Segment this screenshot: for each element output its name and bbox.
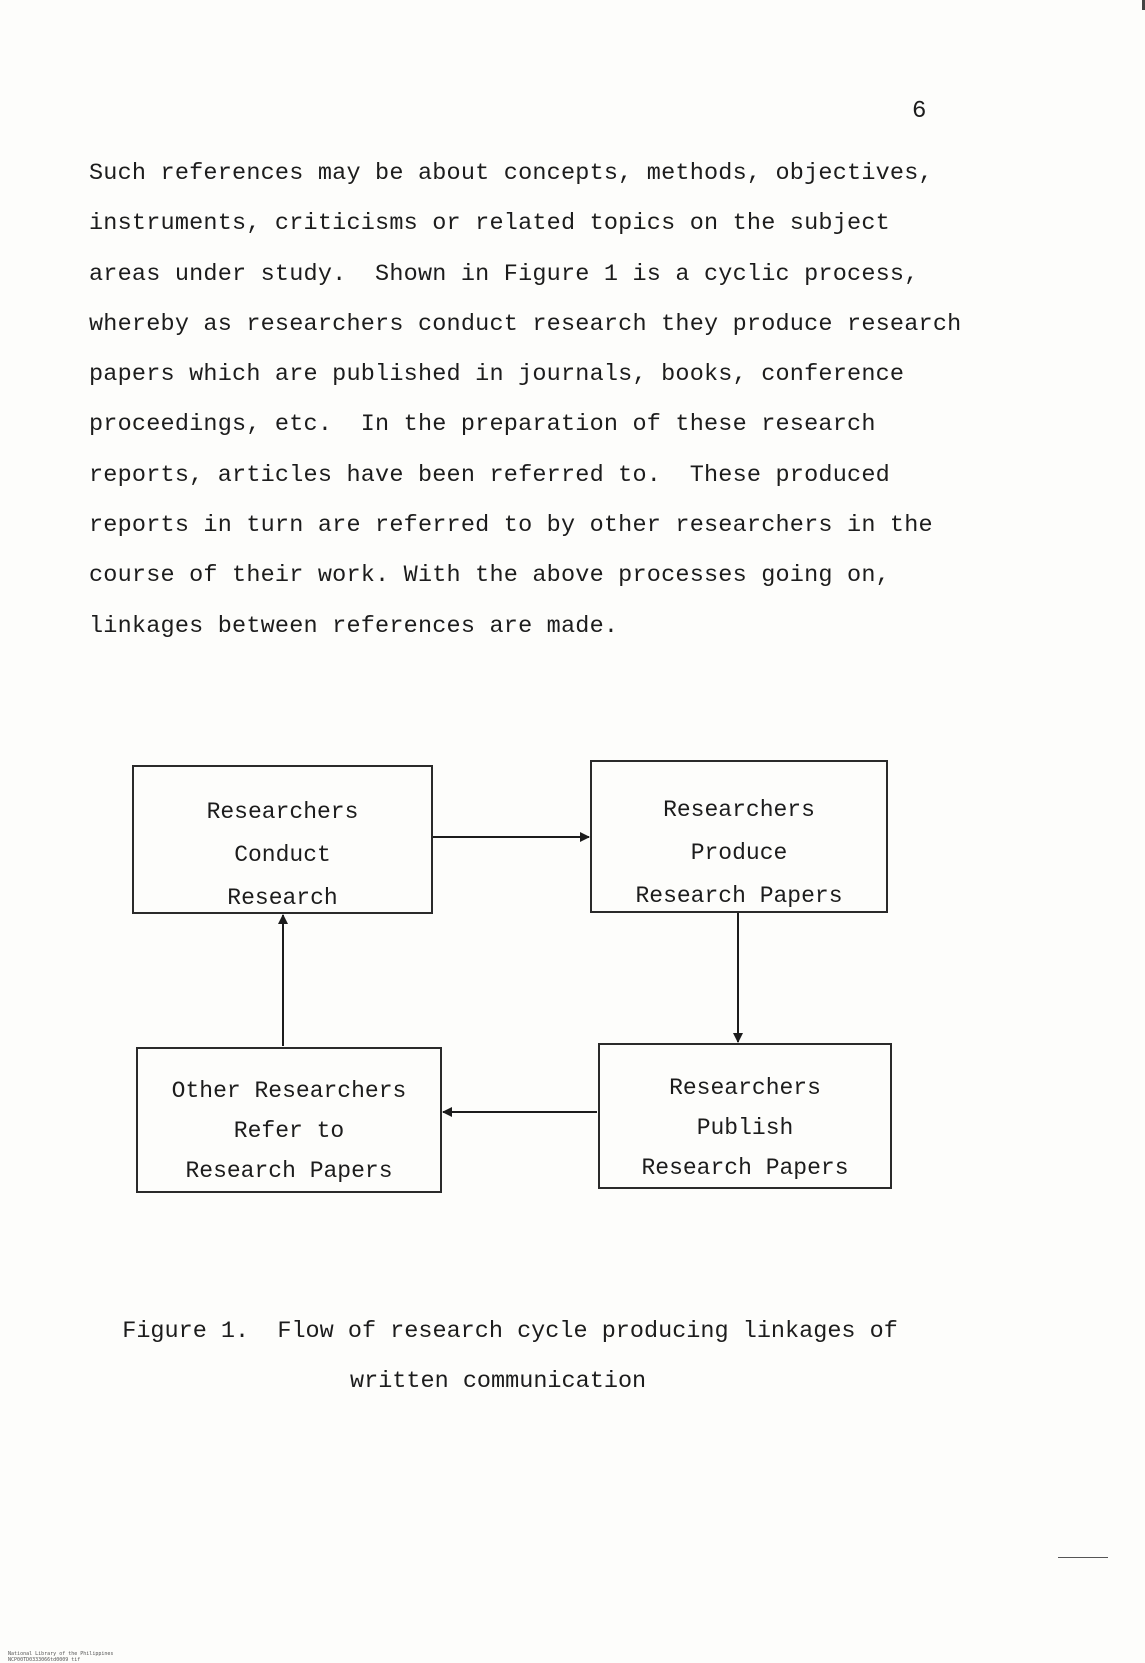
scan-mark bbox=[1058, 1557, 1108, 1558]
caption-line-2: written communication bbox=[350, 1368, 647, 1395]
box-line: Research Papers bbox=[641, 1155, 849, 1181]
figure-caption bbox=[94, 1294, 898, 1419]
scan-footer bbox=[2, 1645, 131, 1663]
caption-line-1: Figure 1. Flow of research cycle producing linkages of bbox=[122, 1318, 898, 1345]
text-line: course of their work. With the above processes going on, bbox=[89, 562, 890, 590]
box-line: Publish bbox=[696, 1115, 794, 1141]
box-line: Research bbox=[227, 885, 338, 911]
box-line: Researchers bbox=[206, 799, 359, 825]
box-line: Research Papers bbox=[185, 1158, 393, 1184]
box-line: Other Researchers bbox=[171, 1078, 407, 1104]
box-line: Research Papers bbox=[635, 883, 843, 909]
box-line: Researchers bbox=[663, 797, 815, 823]
text-line: whereby as researchers conduct research they produce research bbox=[89, 310, 962, 338]
text-line: proceedings, etc. In the preparation of these research bbox=[89, 411, 876, 439]
text-line: papers which are published in journals, books, conference bbox=[89, 361, 905, 389]
footer-library: National Library of the Philippines bbox=[8, 1651, 114, 1657]
box-line: Produce bbox=[690, 840, 788, 866]
box-line: Conduct bbox=[234, 842, 331, 868]
page-number: 6 bbox=[912, 98, 927, 125]
text-line: reports, articles have been referred to. These produced bbox=[89, 461, 890, 489]
text-line: instruments, criticisms or related topics on the subject bbox=[89, 210, 890, 238]
text-line: reports in turn are referred to by other researchers in the bbox=[89, 512, 933, 540]
footer-file-id: NCP00TD0333066td0009 tif bbox=[8, 1657, 81, 1663]
box-line: Refer to bbox=[233, 1118, 345, 1144]
text-line: Such references may be about concepts, methods, objectives, bbox=[89, 160, 933, 187]
text-line: linkages between references are made. bbox=[89, 612, 619, 640]
text-line: areas under study. Shown in Figure 1 is a cyclic process, bbox=[89, 260, 919, 288]
box-line: Researchers bbox=[669, 1075, 821, 1101]
